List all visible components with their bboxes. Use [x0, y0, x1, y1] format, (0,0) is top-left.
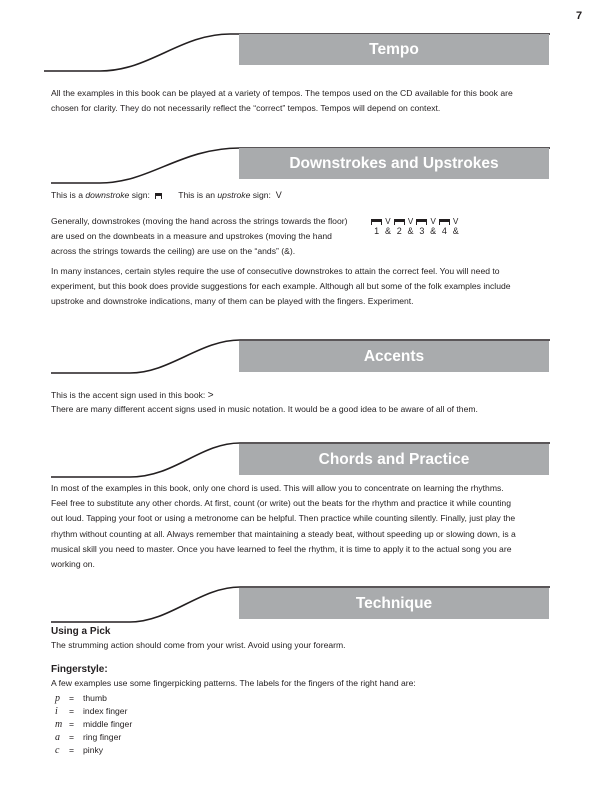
count-label-row — [371, 226, 461, 236]
text: This is a — [51, 190, 86, 200]
count-label: & — [452, 226, 459, 236]
chords-paragraph: In most of the examples in this book, only one chord is used. This will allow you to concentrate on learning the rhythms. Feel free to substitute any other chords. At first, count (or write) out the beats for the rhythm and practice it while counting out loud. Tapping your foot or using a metronome can be helpful. Then practice while counting silently. Finally, just play the rhythm without counting at all. Always remember that maintaining a steady beat, without speeding up or slowing down, is a musical skill you need to master. Once you have learned to feel the rhythm, it is time to apply it to the actual song you are working on. — [51, 483, 516, 570]
upstroke-sign-icon: V — [407, 217, 414, 226]
count-label: 1 — [374, 226, 380, 236]
stroke-sign — [394, 217, 405, 226]
pick-heading: Using a Pick — [51, 626, 111, 637]
tempo-paragraph: All the examples in this book can be played at a variety of tempos. The tempos used on the CD available for this book are chosen for clarity. They do not necessarily reflect the “correct” tempos. Tempos will depend on context. — [51, 88, 513, 114]
accent-sign-line — [51, 388, 521, 403]
finger-label-row — [55, 692, 132, 705]
fingerstyle-heading: Fingerstyle: — [51, 664, 108, 675]
stroke-sign — [439, 217, 450, 226]
count-label: & — [430, 226, 437, 236]
finger-letter: m — [55, 719, 63, 730]
finger-label-row — [55, 731, 132, 744]
downstroke-sign-icon — [394, 219, 405, 225]
section-title: Downstrokes and Upstrokes — [239, 148, 549, 179]
finger-letter: p — [55, 693, 60, 704]
finger-name: thumb — [83, 693, 107, 703]
equals-sign: = — [69, 693, 75, 703]
section-header-accents — [0, 335, 600, 393]
section-header-tempo — [0, 28, 600, 86]
finger-letter: a — [55, 732, 60, 743]
count-label: 3 — [419, 226, 425, 236]
accents-paragraph: There are many different accent signs used in music notation. It would be a good idea to be aware of all of them. — [51, 404, 478, 414]
finger-label-row — [55, 718, 132, 731]
finger-name: ring finger — [83, 732, 122, 742]
downstroke-sign-icon — [416, 219, 427, 225]
finger-label-list — [55, 692, 132, 757]
text: upstroke — [217, 190, 251, 200]
finger-name: index finger — [83, 706, 128, 716]
equals-sign: = — [69, 732, 75, 742]
equals-sign: = — [69, 706, 75, 716]
stroke-signs-line — [51, 188, 551, 203]
stroke-sign — [416, 217, 427, 226]
equals-sign: = — [69, 719, 75, 729]
stroke-sign — [371, 217, 382, 226]
count-label: 4 — [441, 226, 447, 236]
downstroke-sign-icon — [439, 219, 450, 225]
fingerstyle-text: A few examples use some fingerpicking patterns. The labels for the fingers of the right hand are: — [51, 678, 416, 688]
finger-letter: c — [55, 745, 60, 756]
text: downstroke — [85, 190, 130, 200]
page-number: 7 — [576, 10, 583, 22]
finger-label-row — [55, 744, 132, 757]
pick-text: The strumming action should come from your wrist. Avoid using your forearm. — [51, 640, 346, 650]
upstroke-sign-icon: V — [385, 217, 391, 226]
downstroke-sign-icon — [371, 219, 382, 225]
upstroke-sign-icon: V — [430, 217, 436, 226]
downstroke-sign-icon — [155, 193, 162, 199]
stroke-sign-row — [371, 216, 461, 226]
finger-letter: i — [55, 706, 58, 717]
strokes-paragraph-2: In many instances, certain styles require the use of consecutive downstrokes to attain the correct feel. You will need to experiment, but this book does provide suggestions for each example. Although all but some of the folk examples include upstroke and downstroke indications, many of them can be played with the fingers. Experiment. — [51, 266, 511, 307]
section-title: Technique — [239, 588, 549, 619]
accent-sign-icon: > — [207, 390, 214, 401]
strum-count-example — [371, 216, 461, 236]
finger-name: pinky — [83, 745, 104, 755]
section-title: Tempo — [239, 34, 549, 65]
text: sign: — [250, 190, 271, 200]
finger-label-row — [55, 705, 132, 718]
text: This is an — [178, 190, 218, 200]
count-label: & — [407, 226, 414, 236]
upstroke-sign-icon: V — [453, 217, 459, 226]
text: sign: — [129, 190, 150, 200]
section-title: Accents — [239, 341, 549, 372]
text: This is the accent sign used in this book: — [51, 390, 206, 400]
finger-name: middle finger — [83, 719, 133, 729]
upstroke-sign-icon: V — [275, 190, 282, 200]
section-title: Chords and Practice — [239, 444, 549, 475]
equals-sign: = — [69, 745, 75, 755]
count-label: 2 — [396, 226, 402, 236]
count-label: & — [384, 226, 391, 236]
strokes-paragraph-1: Generally, downstrokes (moving the hand across the strings towards the floor) are used on the downbeats in a measure and upstrokes (moving the hand across the strings towards the ceiling) are use on the “ands” (&). — [51, 216, 348, 257]
